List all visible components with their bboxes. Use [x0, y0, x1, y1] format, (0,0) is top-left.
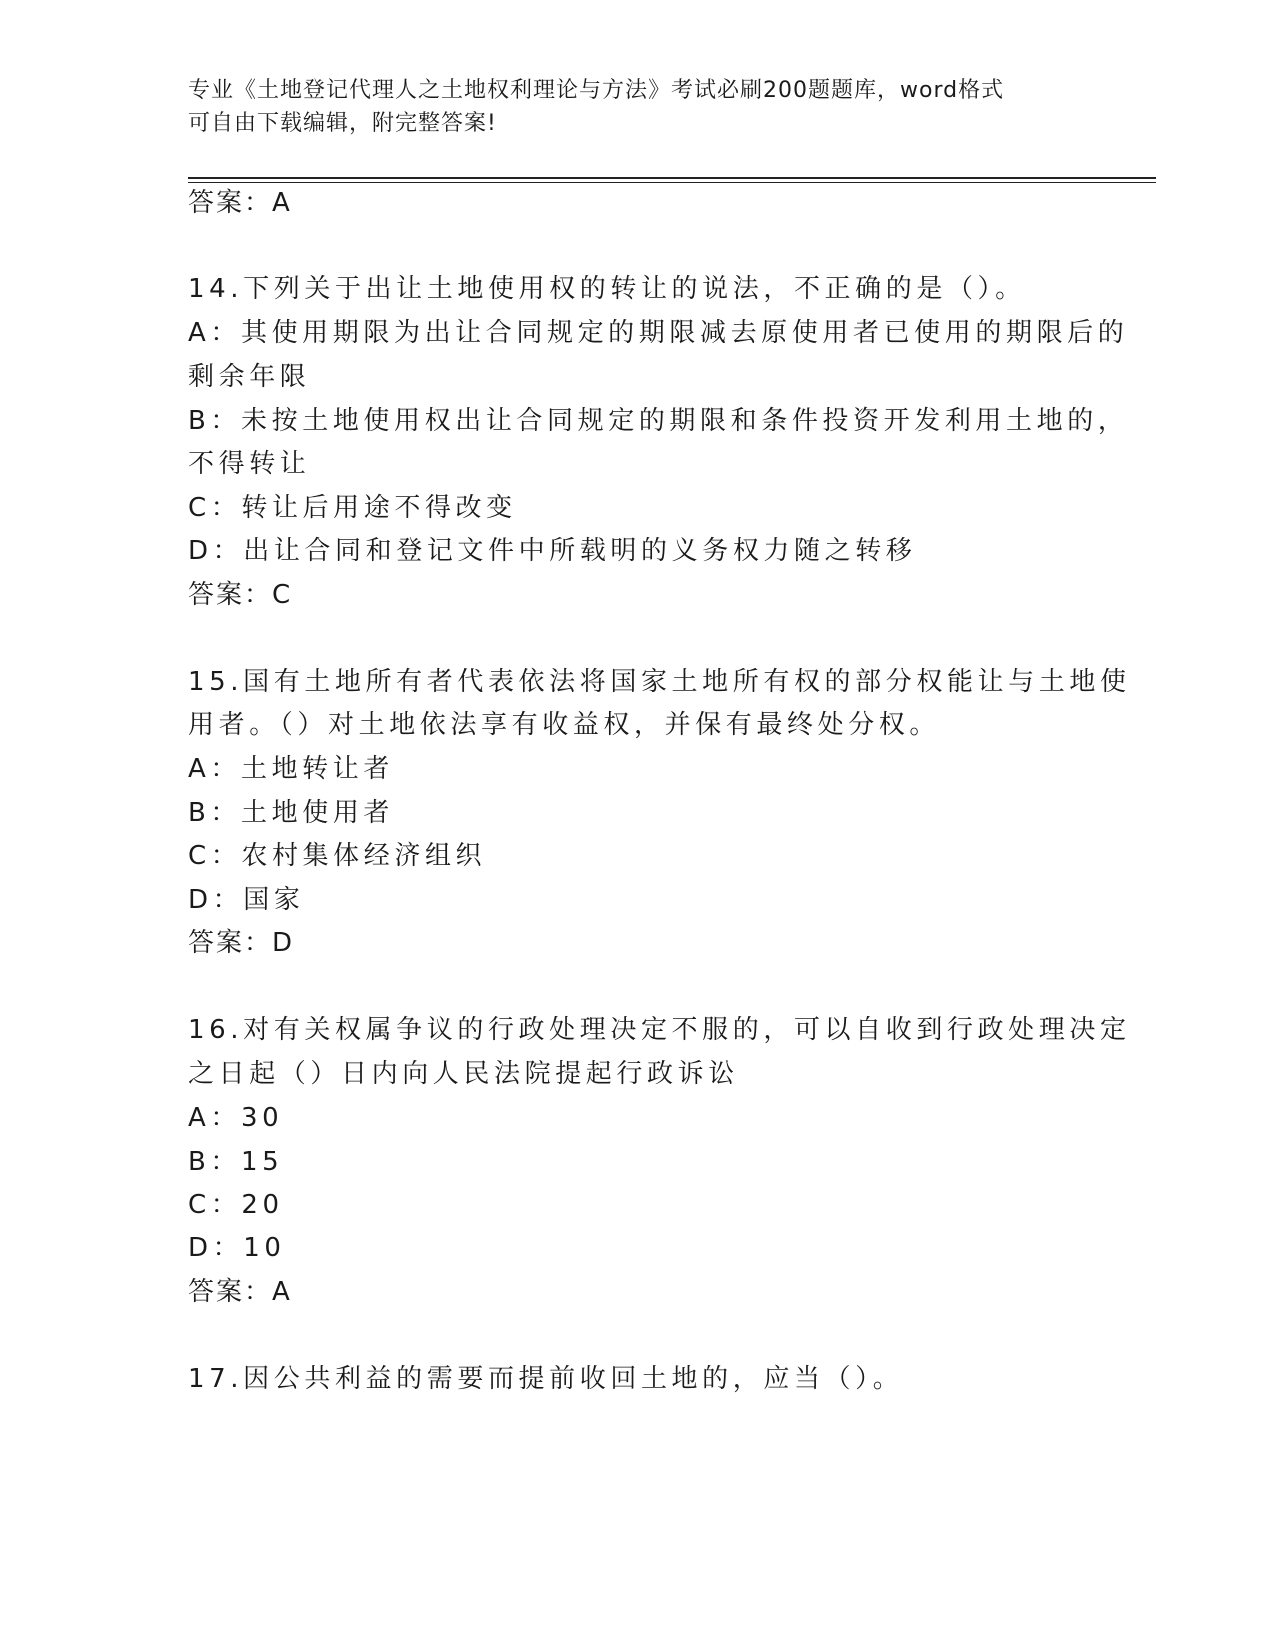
header-divider-thick [188, 177, 1156, 179]
question-15-stem-line1: 15.国有土地所有者代表依法将国家土地所有权的部分权能让与土地使 [188, 667, 1131, 697]
question-16-stem-line2: 之日起（）日内向人民法院提起行政诉讼 [188, 1059, 739, 1089]
question-17-stem-line1: 17.因公共利益的需要而提前收回土地的，应当（）。 [188, 1364, 904, 1394]
page-header [188, 74, 1088, 140]
question-15-option-c: C：农村集体经济组织 [188, 841, 487, 871]
question-16-option-b: B：15 [188, 1147, 284, 1177]
question-16-option-c: C：20 [188, 1190, 284, 1220]
question-14-option-d: D：出让合同和登记文件中所载明的义务权力随之转移 [188, 536, 917, 566]
previous-question-answer: 答案：A [188, 188, 292, 218]
header-divider-thin [188, 182, 1156, 183]
question-16-option-a: A：30 [188, 1103, 284, 1133]
question-14-option-a-line1: A：其使用期限为出让合同规定的期限减去原使用者已使用的期限后的 [188, 318, 1129, 348]
question-14-option-a-line2: 剩余年限 [188, 362, 311, 392]
question-14-option-b-line2: 不得转让 [188, 449, 311, 479]
question-14-option-b-line1: B：未按土地使用权出让合同规定的期限和条件投资开发利用土地的， [188, 406, 1129, 436]
question-14-stem-line1: 14.下列关于出让土地使用权的转让的说法，不正确的是（）。 [188, 274, 1026, 304]
header-title-line1: 专业《土地登记代理人之土地权利理论与方法》考试必刷200题题库，word格式 [188, 78, 1005, 103]
question-15-stem-line2: 用者。（）对土地依法享有收益权，并保有最终处分权。 [188, 710, 941, 740]
question-14-option-c: C：转让后用途不得改变 [188, 493, 517, 523]
question-16-option-d: D：10 [188, 1233, 286, 1263]
question-16-stem-line1: 16.对有关权属争议的行政处理决定不服的，可以自收到行政处理决定 [188, 1015, 1131, 1045]
question-15-option-d: D：国家 [188, 885, 305, 915]
header-title-line2: 可自由下载编辑，附完整答案! [188, 111, 497, 136]
question-15-answer: 答案：D [188, 928, 295, 958]
question-15-option-b: B：土地使用者 [188, 798, 395, 828]
question-16-answer: 答案：A [188, 1277, 292, 1307]
question-14-answer: 答案：C [188, 580, 293, 610]
question-15-option-a: A：土地转让者 [188, 754, 394, 784]
